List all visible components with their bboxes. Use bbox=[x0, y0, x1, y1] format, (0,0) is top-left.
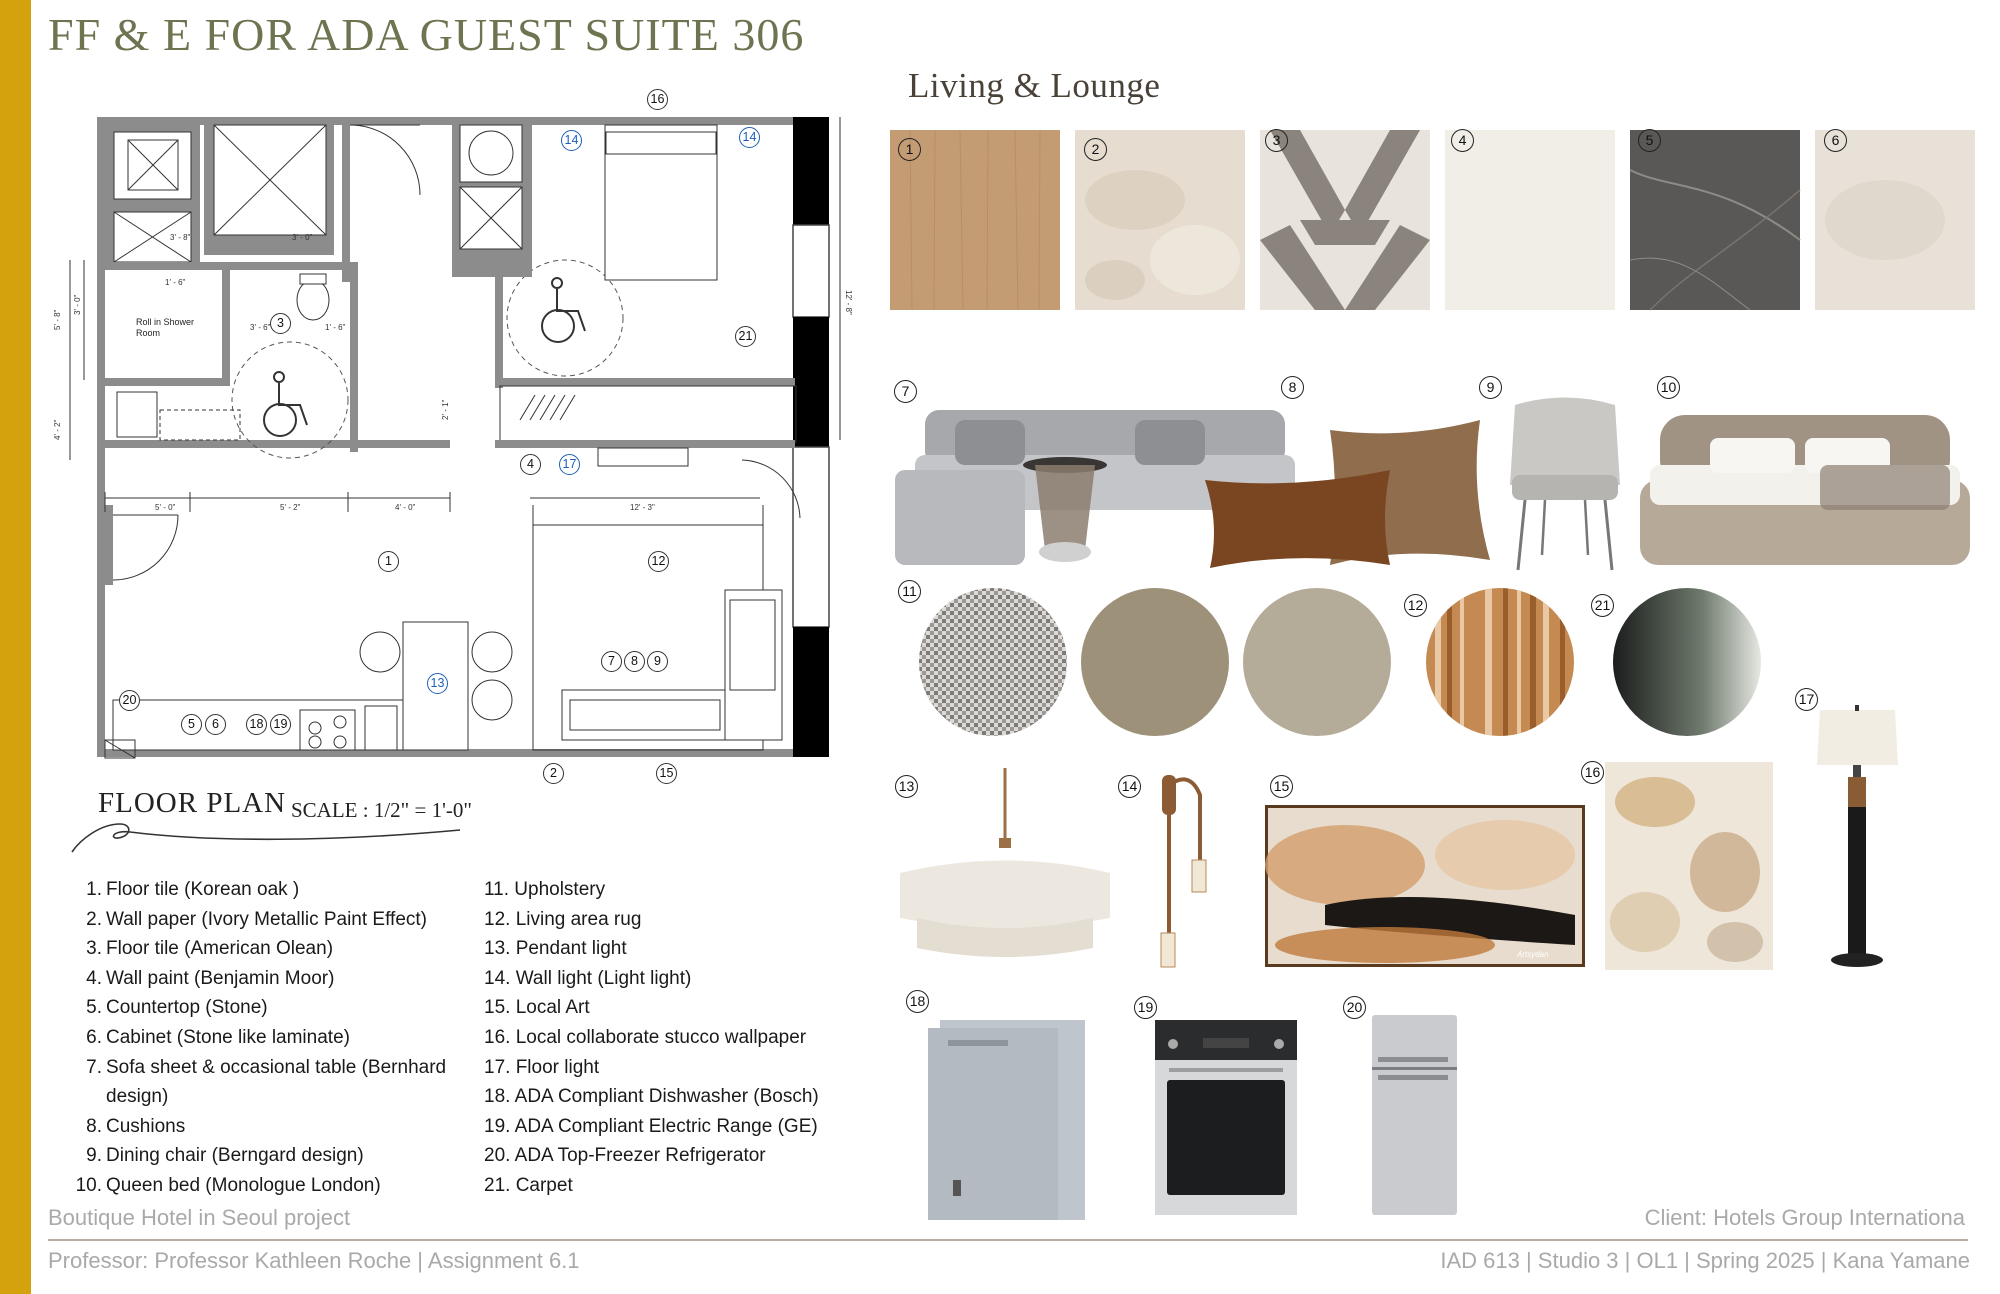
legend-item: 21. Carpet bbox=[484, 1174, 573, 1196]
plan-marker: 5 bbox=[181, 714, 202, 735]
floor-lamp-image bbox=[1815, 705, 1900, 970]
plan-marker: 7 bbox=[601, 651, 622, 672]
legend-item: 13. Pendant light bbox=[484, 938, 627, 960]
item-number-marker: 5 bbox=[1638, 129, 1661, 152]
legend-item: 10. Queen bed (Monologue London) bbox=[75, 1174, 381, 1196]
wall-light-image bbox=[1160, 775, 1215, 975]
legend-right bbox=[484, 875, 864, 1201]
upholstery-leather-swatch bbox=[1080, 587, 1230, 737]
svg-text:3' - 0": 3' - 0" bbox=[73, 294, 82, 315]
legend-item: 9. Dining chair (Berngard design) bbox=[86, 1145, 364, 1167]
living-rug-swatch bbox=[1425, 587, 1575, 737]
plan-marker: 15 bbox=[656, 763, 677, 784]
plan-marker: 19 bbox=[270, 714, 291, 735]
item-number-marker: 19 bbox=[1134, 996, 1157, 1019]
svg-text:3' - 8": 3' - 8" bbox=[170, 233, 191, 242]
item-number-marker: 15 bbox=[1270, 775, 1293, 798]
svg-text:5' - 2": 5' - 2" bbox=[280, 503, 301, 512]
legend-item: 4. Wall paint (Benjamin Moor) bbox=[86, 967, 335, 989]
legend-item: 18. ADA Compliant Dishwasher (Bosch) bbox=[484, 1086, 819, 1108]
flourish-decoration bbox=[70, 812, 470, 858]
page-title: FF & E FOR ADA GUEST SUITE 306 bbox=[48, 9, 805, 60]
local-art-image bbox=[1265, 805, 1585, 967]
legend-item: 8. Cushions bbox=[86, 1115, 186, 1137]
item-number-marker: 6 bbox=[1824, 129, 1847, 152]
plan-marker: 3 bbox=[270, 313, 291, 334]
legend-item: 19. ADA Compliant Electric Range (GE) bbox=[484, 1115, 818, 1137]
accessibility-icon bbox=[542, 278, 585, 342]
floor-plan-scale: SCALE : 1/2" = 1'-0" bbox=[291, 798, 472, 822]
svg-text:Room: Room bbox=[136, 328, 161, 338]
legend-item: 11. Upholstery bbox=[484, 879, 606, 900]
item-number-marker: 20 bbox=[1343, 996, 1366, 1019]
plan-marker: 14 bbox=[739, 127, 760, 148]
item-number-marker: 7 bbox=[894, 380, 917, 403]
svg-text:4' - 2": 4' - 2" bbox=[53, 419, 62, 440]
plan-marker: 21 bbox=[735, 326, 756, 347]
svg-text:12' - 8": 12' - 8" bbox=[844, 290, 853, 315]
item-number-marker: 4 bbox=[1451, 129, 1474, 152]
item-number-marker: 10 bbox=[1657, 376, 1680, 399]
footer-divider bbox=[48, 1239, 1968, 1241]
item-number-marker: 14 bbox=[1118, 775, 1141, 798]
svg-text:12' - 3": 12' - 3" bbox=[630, 503, 655, 512]
svg-text:5' - 0": 5' - 0" bbox=[155, 503, 176, 512]
plan-marker: 8 bbox=[624, 651, 645, 672]
electric-range-image bbox=[1155, 1020, 1297, 1215]
svg-text:5' - 8": 5' - 8" bbox=[53, 309, 62, 330]
plan-marker: 14 bbox=[561, 130, 582, 151]
legend-item: 2. Wall paper (Ivory Metallic Paint Effect) bbox=[86, 908, 427, 930]
item-number-marker: 8 bbox=[1281, 376, 1304, 399]
svg-text:3' - 6": 3' - 6" bbox=[250, 323, 271, 332]
legend-item: 12. Living area rug bbox=[484, 908, 642, 930]
legend-item: 20. ADA Top-Freezer Refrigerator bbox=[484, 1145, 766, 1167]
plan-marker: 1 bbox=[378, 551, 399, 572]
section-title: Living & Lounge bbox=[908, 66, 1161, 105]
client-name: Client: Hotels Group Internationa bbox=[1644, 1205, 1965, 1230]
legend-item: 14. Wall light (Light light) bbox=[484, 967, 692, 989]
plan-marker: 16 bbox=[647, 89, 668, 110]
stucco-wallpaper-swatch bbox=[1605, 762, 1773, 970]
plan-marker: 4 bbox=[520, 454, 541, 475]
item-number-marker: 9 bbox=[1479, 376, 1502, 399]
item-number-marker: 18 bbox=[906, 990, 929, 1013]
plan-marker: 20 bbox=[119, 690, 140, 711]
item-number-marker: 11 bbox=[898, 580, 921, 603]
item-number-marker: 12 bbox=[1404, 594, 1427, 617]
floor-plan-title: FLOOR PLAN bbox=[98, 787, 287, 819]
legend-item: 6. Cabinet (Stone like laminate) bbox=[86, 1026, 350, 1048]
plan-marker: 18 bbox=[246, 714, 267, 735]
dishwasher-image bbox=[928, 1020, 1093, 1220]
accessibility-icon bbox=[264, 372, 307, 436]
carpet-swatch bbox=[1612, 587, 1762, 737]
floor-plan bbox=[53, 86, 853, 766]
upholstery-suede-swatch bbox=[1242, 587, 1392, 737]
legend-item: 16. Local collaborate stucco wallpaper bbox=[484, 1026, 807, 1048]
room-label: Roll in Shower bbox=[136, 317, 195, 327]
item-number-marker: 1 bbox=[898, 138, 921, 161]
plan-marker: 2 bbox=[543, 763, 564, 784]
legend-item: 7. Sofa sheet & occasional table (Bernhard bbox=[86, 1056, 447, 1078]
legend-item: 1. Floor tile (Korean oak ) bbox=[86, 879, 300, 900]
legend-item: 5. Countertop (Stone) bbox=[86, 997, 268, 1019]
legend-left bbox=[70, 875, 470, 1201]
legend-item: 17. Floor light bbox=[484, 1056, 600, 1078]
stone-laminate-swatch bbox=[1815, 130, 1975, 310]
plan-marker: 13 bbox=[427, 673, 448, 694]
dining-chair-image bbox=[1500, 395, 1630, 570]
svg-text:2' - 1": 2' - 1" bbox=[441, 399, 450, 420]
benjamin-moore-paint-swatch bbox=[1445, 130, 1615, 310]
legend-item: 3. Floor tile (American Olean) bbox=[86, 938, 334, 960]
plan-marker: 12 bbox=[648, 551, 669, 572]
item-number-marker: 3 bbox=[1265, 129, 1288, 152]
svg-text:3' - 0": 3' - 0" bbox=[292, 233, 313, 242]
legend-item-continued: design) bbox=[106, 1086, 169, 1108]
plan-marker: 9 bbox=[647, 651, 668, 672]
item-number-marker: 13 bbox=[895, 775, 918, 798]
art-signature: Artsydan bbox=[1517, 950, 1549, 959]
svg-text:4' - 0": 4' - 0" bbox=[395, 503, 416, 512]
item-number-marker: 21 bbox=[1591, 594, 1614, 617]
svg-text:1' - 6": 1' - 6" bbox=[165, 278, 186, 287]
item-number-marker: 17 bbox=[1795, 688, 1818, 711]
item-number-marker: 16 bbox=[1581, 761, 1604, 784]
svg-text:1' - 6": 1' - 6" bbox=[325, 323, 346, 332]
pendant-light-image bbox=[895, 768, 1115, 968]
project-name: Boutique Hotel in Seoul project bbox=[48, 1205, 351, 1230]
american-olean-tile-swatch bbox=[1260, 130, 1430, 310]
course-info: IAD 613 | Studio 3 | OL1 | Spring 2025 | Kana Yamane bbox=[1440, 1248, 1970, 1273]
upholstery-fabric-swatch bbox=[918, 587, 1068, 737]
plan-marker: 6 bbox=[205, 714, 226, 735]
cushions-image bbox=[1205, 420, 1490, 570]
legend-item: 15. Local Art bbox=[484, 997, 590, 1019]
refrigerator-image bbox=[1372, 1015, 1457, 1215]
queen-bed-image bbox=[1640, 410, 1970, 565]
item-number-marker: 2 bbox=[1084, 138, 1107, 161]
plan-marker: 17 bbox=[559, 454, 580, 475]
accent-sidebar bbox=[0, 0, 31, 1294]
professor-assignment: Professor: Professor Kathleen Roche | Assignment 6.1 bbox=[48, 1248, 580, 1273]
stone-countertop-swatch bbox=[1630, 130, 1800, 310]
